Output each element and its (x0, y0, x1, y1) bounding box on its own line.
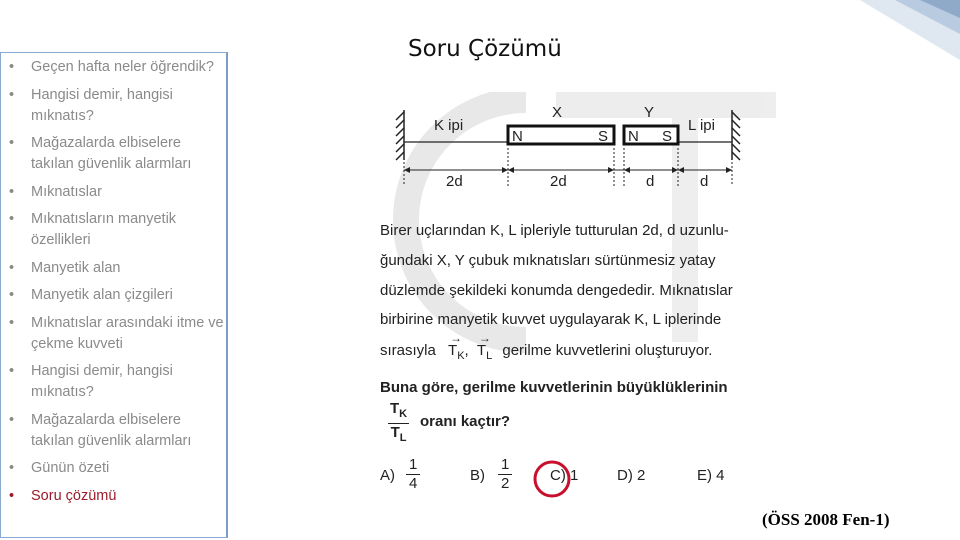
sidebar-item-label: Mıknatıslar arasındaki itme ve çekme kuvveti (31, 314, 224, 352)
ratio-numerator (388, 400, 409, 424)
option-b-fraction (498, 456, 512, 493)
option-a-label: A) (380, 467, 395, 484)
magnet-y-label: Y (644, 104, 655, 121)
bullet-icon: • (9, 487, 15, 504)
magnet-y-pole-s: S (662, 128, 673, 145)
bullet-icon: • (9, 314, 15, 331)
k-string-label: K ipi (434, 117, 464, 134)
sidebar-item[interactable] (1, 361, 226, 403)
source-reference: (ÖSS 2008 Fen-1) (762, 510, 890, 529)
option-a[interactable] (380, 466, 395, 486)
sidebar-item-label: Mıknatıslar (31, 183, 102, 200)
vector-arrow-icon: → (478, 331, 491, 345)
sidebar-item-label: Mıknatısların manyetik özellikleri (31, 211, 177, 248)
problem-line-3: düzlemde şekildeki konumda dengededir. Mıknatıslar (380, 282, 733, 299)
sidebar-item-label: Soru çözümü (31, 487, 117, 504)
sidebar-item-label: Manyetik alan çizgileri (31, 287, 173, 303)
bullet-icon: • (9, 135, 15, 151)
tension-k: → $T_K$, (448, 341, 469, 366)
option-a-numerator: 1 (406, 456, 420, 475)
sidebar-item[interactable] (1, 85, 226, 127)
option-d-label: D) 2 (617, 467, 646, 484)
answer-circle (530, 457, 574, 501)
sidebar-item[interactable] (1, 133, 226, 175)
sidebar-item[interactable] (1, 410, 226, 452)
option-b[interactable] (470, 466, 485, 486)
problem-line-5 (380, 331, 713, 366)
ratio-tk: T (390, 400, 400, 417)
problem-line-1: Birer uçlarından K, L ipleriyle tutturulan 2d, d uzunlu- (380, 222, 729, 239)
sidebar-item-label: Hangisi demir, hangisi mıknatıs? (31, 363, 173, 400)
magnet-y-pole-n: N (628, 128, 639, 145)
ratio-tl: T (390, 424, 400, 441)
problem-line-5-post: gerilme kuvvetlerini oluşturuyor. (502, 342, 713, 359)
len-x: 2d (550, 173, 567, 190)
sidebar-outline (0, 52, 228, 538)
tension-k-symbol: T (448, 342, 458, 359)
ratio-denominator (388, 424, 409, 447)
tension-l-symbol: T (476, 342, 487, 359)
problem-line-5-pre: sırasıyla (380, 342, 436, 359)
option-c-label: C) 1 (550, 467, 579, 484)
magnet-x-label: X (552, 104, 563, 121)
sidebar-item[interactable] (1, 313, 226, 355)
sidebar-item[interactable] (1, 57, 226, 78)
corner-decoration (820, 0, 960, 60)
len-y: d (646, 173, 655, 190)
option-b-numerator: 1 (498, 456, 512, 475)
sidebar-item[interactable] (1, 182, 226, 203)
option-b-denominator: 2 (501, 475, 510, 492)
ratio-tk-sub: K (399, 408, 408, 420)
tension-l (476, 331, 493, 366)
l-string-label: L ipi (688, 117, 715, 134)
option-b-label: B) (470, 467, 485, 484)
sidebar-item[interactable] (1, 258, 226, 279)
question-line-2: oranı kaçtır? (420, 413, 511, 430)
problem-line-4: birbirine manyetik kuvvet uygulayarak K, L iplerinde (380, 311, 722, 328)
sidebar-item-active[interactable] (1, 486, 226, 507)
sidebar-item[interactable] (1, 209, 226, 251)
sidebar-item[interactable] (1, 285, 226, 306)
magnet-x-pole-s: S (598, 128, 609, 145)
left-wall (396, 110, 404, 160)
tension-k-subscript: K (457, 350, 465, 362)
option-a-fraction (406, 456, 420, 493)
problem-figure (376, 92, 786, 512)
sidebar-item-label: Günün özeti (31, 460, 110, 476)
option-e[interactable] (697, 466, 725, 486)
sidebar-item-label: Mağazalarda elbiselere takılan güvenlik alarmları (31, 411, 192, 449)
sidebar-item[interactable] (1, 458, 226, 479)
vector-arrow-icon: → (450, 331, 463, 345)
option-a-denominator: 4 (409, 475, 418, 492)
len-k: 2d (446, 173, 463, 190)
problem-line-2: ğundaki X, Y çubuk mıknatısları sürtünmesiz yatay (380, 252, 716, 269)
bullet-icon: • (9, 259, 15, 276)
question-line-1: Buna göre, gerilme kuvvetlerinin büyüklüklerinin (380, 379, 728, 396)
bullet-icon: • (9, 59, 15, 75)
sidebar-item-label: Geçen hafta neler öğrendik? (31, 59, 214, 75)
bullet-icon: • (9, 86, 15, 103)
ratio-tl-sub: L (399, 432, 407, 444)
ratio-fraction (388, 400, 409, 447)
bullet-icon: • (9, 363, 15, 379)
option-e-label: E) 4 (697, 467, 725, 484)
magnet-x-pole-n: N (512, 128, 523, 145)
sidebar-item-label: Mağazalarda elbiselere takılan güvenlik alarmları (31, 135, 192, 172)
bullet-icon: • (9, 211, 15, 227)
sidebar-item-label: Manyetik alan (31, 259, 121, 276)
bullet-icon: • (9, 411, 15, 428)
len-l: d (700, 173, 709, 190)
bullet-icon: • (9, 460, 15, 476)
bullet-icon: • (9, 287, 15, 303)
tension-l-subscript: L (486, 350, 493, 362)
bullet-icon: • (9, 183, 15, 200)
option-d[interactable] (617, 466, 645, 486)
sidebar-item-label: Hangisi demir, hangisi mıknatıs? (31, 86, 173, 124)
slide-title: Soru Çözümü (408, 36, 562, 62)
